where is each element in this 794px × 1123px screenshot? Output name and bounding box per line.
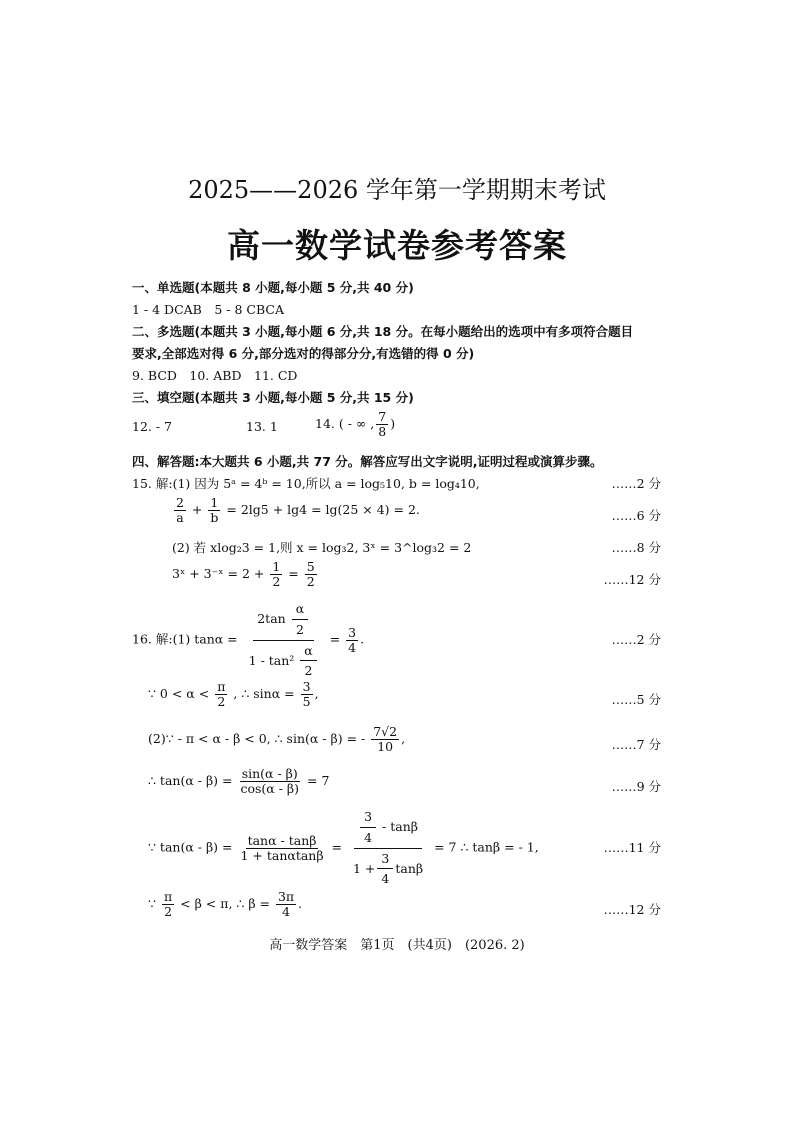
q16-line3: (2)∵ - π < α - β < 0, ∴ sin(α - β) = - $\frac{7√2}{10}$ , (148, 724, 406, 754)
q15-line4: 3ˣ + 3⁻ˣ = 2 + $\frac{1}{2}$ = $\frac{5}{2}$ (172, 559, 315, 589)
page-footer: 高一数学答案 第1页 (共4页) (2026. 2) (269, 938, 525, 953)
answer-14: 14. ( - ∞ , $\frac{7}{8}$ ) (315, 409, 396, 439)
section-4-heading: 四、解答题:本大题共 6 小题,共 77 分。解答应写出文字说明,证明过程或演算步骤。 (132, 454, 603, 469)
q16-line4: ∴ tan(α - β) = $\frac{\sin(\alpha - \beta)}{\cos(\alpha - \beta)}$ = 7 (148, 766, 330, 796)
q15-score-3: ……8 分 (611, 540, 661, 555)
section-2-answers: 9. BCD 10. ABD 11. CD (132, 368, 298, 383)
section-1-answers: 1 - 4 DCAB 5 - 8 CBCA (132, 302, 284, 317)
section-1-heading: 一、单选题(本题共 8 小题,每小题 5 分,共 40 分) (132, 280, 414, 295)
q15-line2: $\frac{2}{a}$ + $\frac{1}{b}$ = 2lg5 + lg4 = lg(25 × 4) = 2. (176, 495, 420, 525)
section-3-heading: 三、填空题(本题共 3 小题,每小题 5 分,共 15 分) (132, 390, 414, 405)
q16-score-3: ……7 分 (611, 737, 661, 752)
q16-score-5: ……11 分 (603, 840, 661, 855)
q16-score-1: ……2 分 (611, 632, 661, 647)
q15-score-2: ……6 分 (611, 508, 661, 523)
q16-score-2: ……5 分 (611, 692, 661, 707)
exam-title: 2025——2026 学年第一学期期末考试 (188, 176, 606, 204)
q16-line1: 16. 解:(1) tanα = 2tan $\frac{\alpha}{2}$ 1 - tan² $\frac{\alpha}{2}$ = $\frac{3}{4}$ . (132, 601, 365, 679)
answer-13: 13. 1 (246, 419, 278, 434)
q15-score-4: ……12 分 (603, 572, 661, 587)
q15-line3: (2) 若 xlog₂3 = 1,则 x = log₃2, 3ˣ = 3^log₃2 = 2 (172, 540, 472, 555)
document-title: 高一数学试卷参考答案 (227, 226, 567, 265)
q16-score-4: ……9 分 (611, 779, 661, 794)
q15-line1: 15. 解:(1) 因为 5ᵃ = 4ᵇ = 10,所以 a = log₅10, b = log₄10, (132, 476, 480, 491)
section-2-heading-line1: 二、多选题(本题共 3 小题,每小题 6 分,共 18 分。在每小题给出的选项中有多项符合题目 (132, 324, 634, 339)
answer-12: 12. - 7 (132, 419, 173, 434)
q15-score-1: ……2 分 (611, 476, 661, 491)
q16-line2: ∵ 0 < α < $\frac{\pi}{2}$ , ∴ sinα = $\frac{3}{5}$ , (148, 679, 319, 709)
q16-line6: ∵ $\frac{\pi}{2}$ < β < π, ∴ β = $\frac{3\pi}{4}$ . (148, 889, 303, 919)
q16-score-6: ……12 分 (603, 902, 661, 917)
section-2-heading-line2: 要求,全部选对得 6 分,部分选对的得部分分,有选错的得 0 分) (132, 346, 475, 361)
q16-line5: ∵ tan(α - β) = $\frac{\tan\alpha - \tan\beta}{1 + \tan\alpha\tan\beta}$ = $\frac{3}{4}$ - tanβ 1 + $\frac{3}{4}$ tanβ = 7 ∴ tanβ = - 1, (148, 809, 539, 887)
